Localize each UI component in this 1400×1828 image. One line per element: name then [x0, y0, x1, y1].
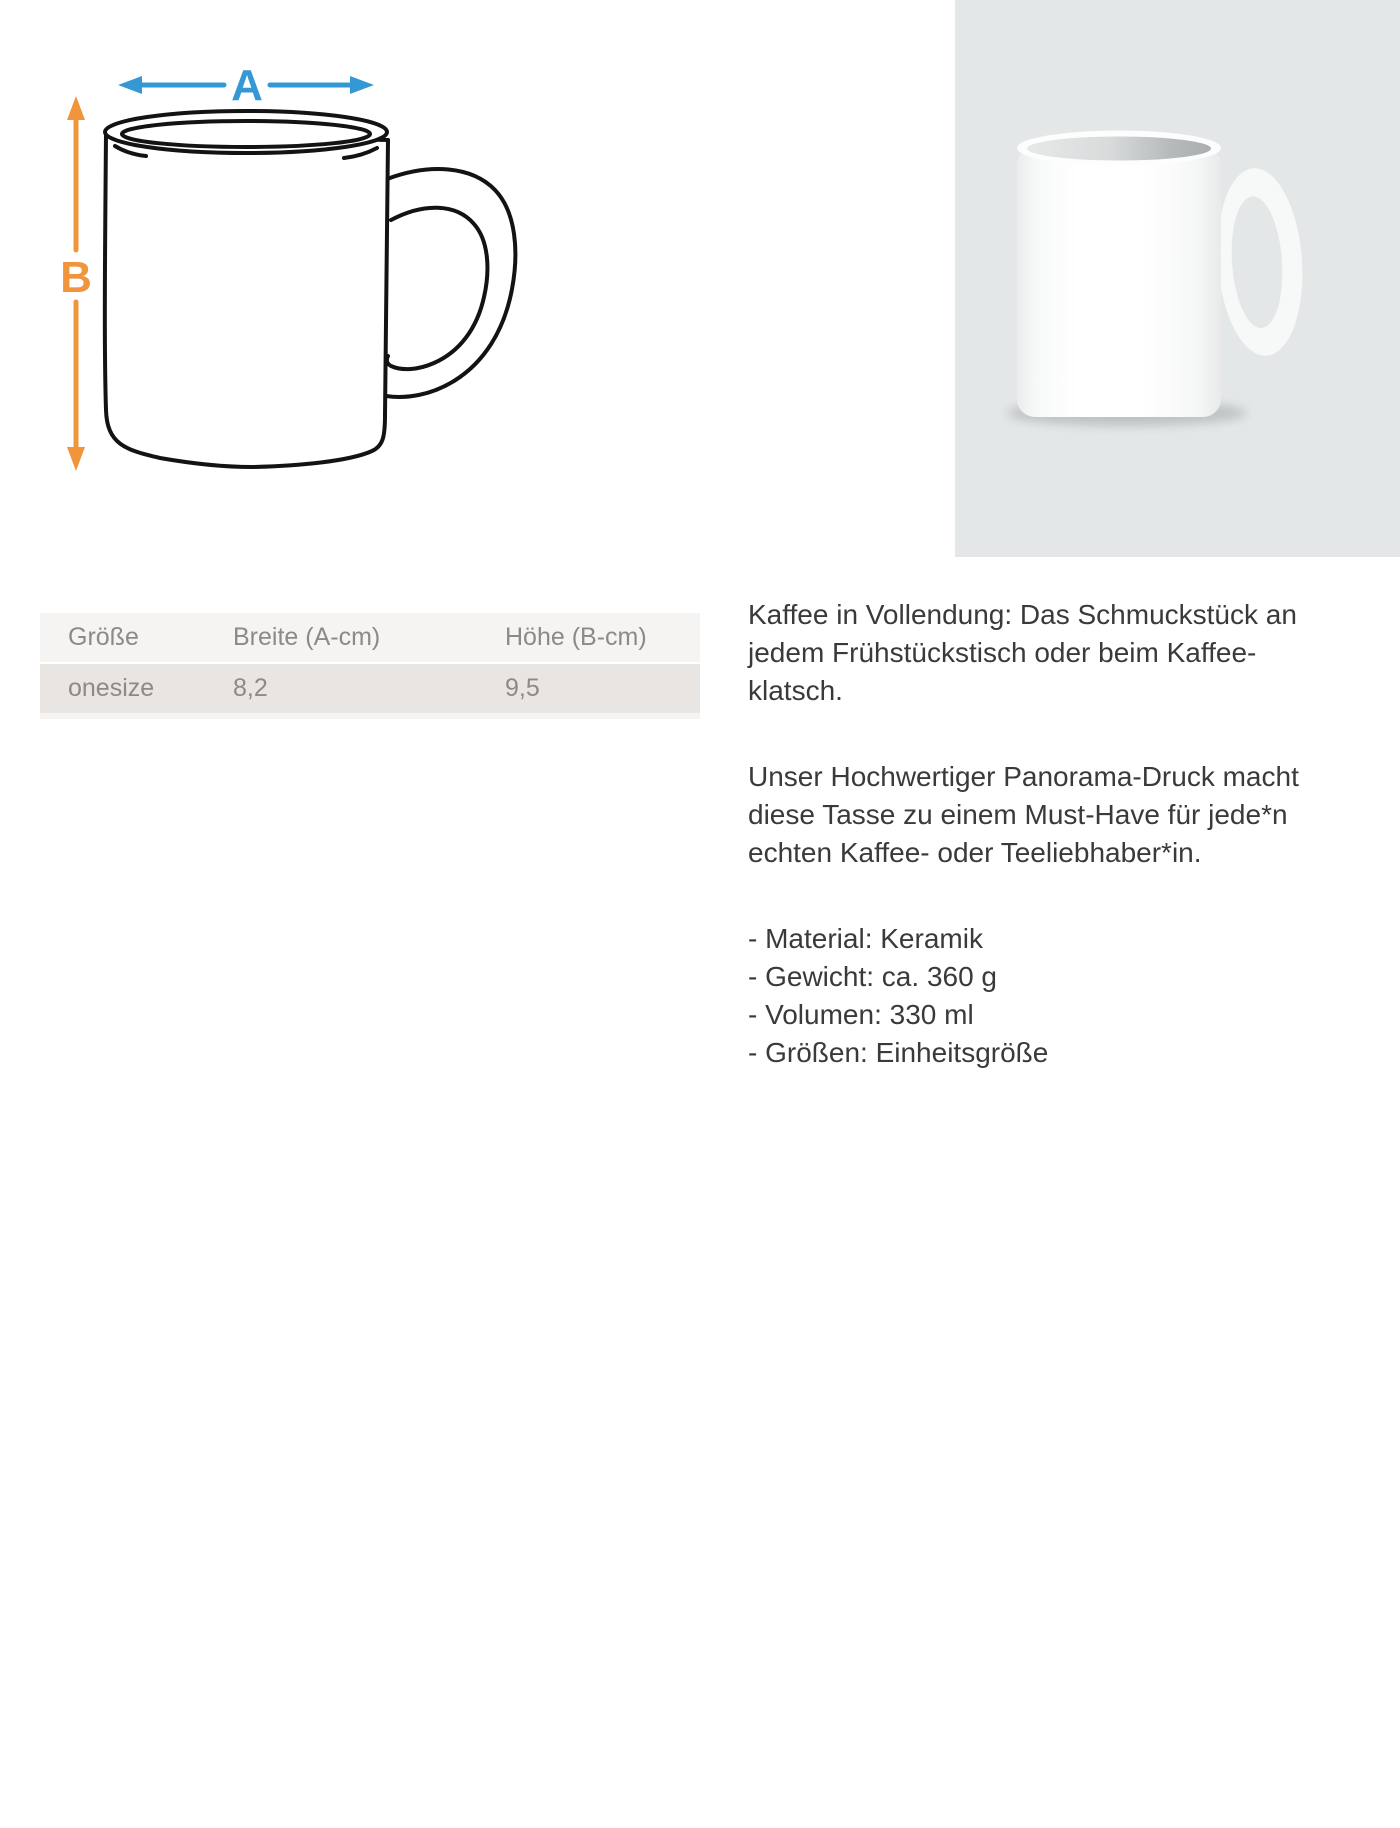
description-paragraph: Unser Hochwertiger Panorama-Druck macht diese Tasse zu einem Must-Have für jede*n echten Kaffee- oder Teeliebhaber*in. [748, 761, 1299, 868]
mug-handle-outline [386, 169, 515, 397]
size-table-body [40, 663, 700, 716]
width-arrow-label: A [231, 61, 263, 110]
size-table-row [40, 663, 700, 716]
mug-photo-body [1017, 147, 1221, 417]
size-table-cell: 9,5 [505, 674, 540, 702]
size-table-header-row [40, 613, 700, 663]
white-mug-image [955, 0, 1400, 557]
height-arrow [60, 96, 92, 471]
mug-dimension-diagram [30, 40, 550, 490]
size-table-header-cell: Höhe (B-cm) [505, 623, 647, 651]
size-table-header-cell: Größe [68, 623, 139, 651]
size-table-header-cell: Breite (A-cm) [233, 623, 381, 651]
product-photo [955, 0, 1400, 557]
product-specs: - Material: Keramik - Gewicht: ca. 360 g - Volumen: 330 ml - Größen: Einheitsgröße [748, 923, 1049, 1068]
description-paragraph: Kaffee in Vollendung: Das Schmuckstück an jedem Frühstückstisch oder beim Kaffee- klatsch. [748, 599, 1297, 706]
size-table-cell: onesize [68, 674, 155, 702]
size-table [40, 613, 700, 719]
size-table-cell: 8,2 [233, 674, 268, 702]
mug-photo-handle [1212, 165, 1309, 358]
height-arrow-label: B [60, 253, 92, 302]
mug-photo-interior [1027, 137, 1211, 161]
width-arrow [118, 61, 374, 110]
mug-body-outline [105, 111, 388, 467]
product-description [748, 596, 1348, 1072]
